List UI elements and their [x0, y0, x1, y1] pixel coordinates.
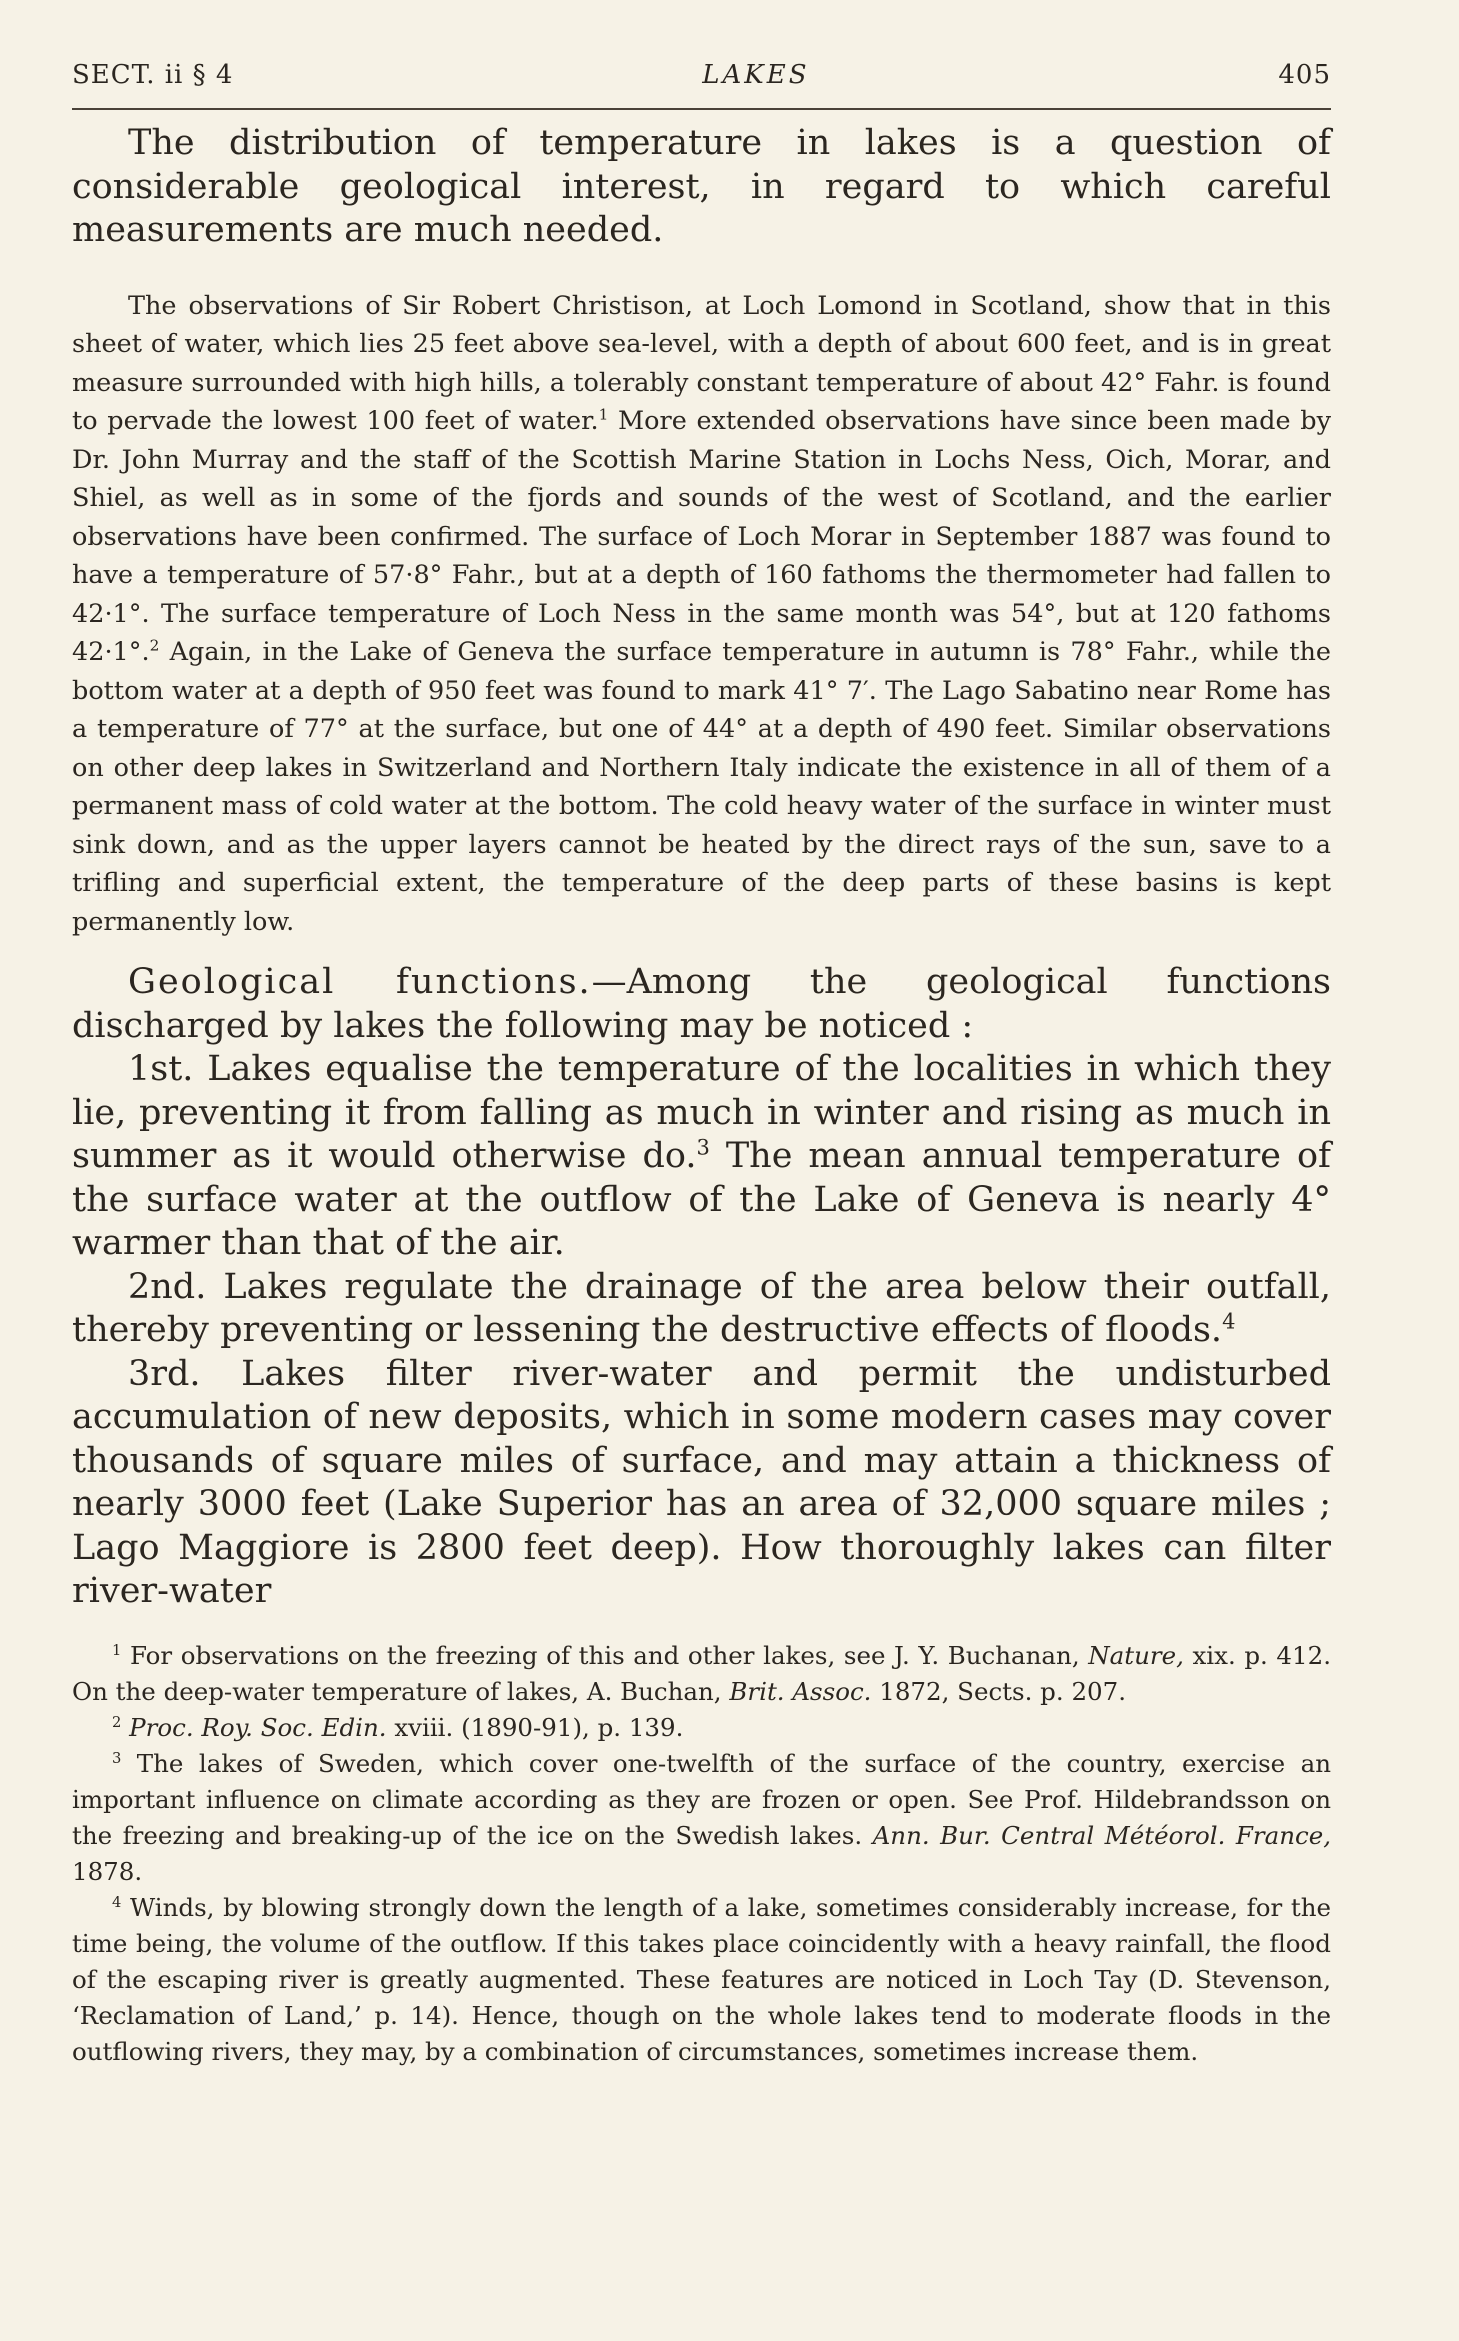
footnote-3-text-c: 1878.: [72, 1856, 143, 1886]
footnote-1-text-a: For observations on the freezing of this and other lakes, see J. Y. Buchanan,: [121, 1640, 1089, 1670]
footnote-4-mark: 4: [112, 1893, 122, 1911]
item1-text-a: 1st. Lakes equalise the temperature of the localities in which they lie, preventing it from falling as much in winter and rising as much in summer as it would otherwise do.: [72, 1049, 1331, 1176]
functions-paragraph: [72, 961, 1331, 1048]
footnote-4: [72, 1890, 1331, 2070]
footnotes: [72, 1638, 1331, 2070]
footnote-2-text: xviii. (1890-91), p. 139.: [386, 1712, 684, 1742]
footnote-ref-1[interactable]: 1: [598, 405, 609, 424]
section-number: SECT. ii § 4: [72, 60, 234, 90]
running-head: [72, 60, 1331, 110]
footnote-2: [72, 1710, 1331, 1746]
footnote-ref-3[interactable]: 3: [696, 1135, 710, 1160]
observations-text-3: Again, in the Lake of Geneva the surface temperature in autumn is 78° Fahr., while the bottom water at a depth of 950 feet was found to mark 41° 7′. The Lago Sabatino near Rome has a temperature of 77° at the surface, but one of 44° at a depth of 490 feet. Similar observations on other deep lakes in Switzerland and Northern Italy indicate the existence in all of them of a permanent mass of cold water at the bottom. The cold heavy water of the surface in winter must sink down, and as the upper layers cannot be heated by the direct rays of the sun, save to a trifling and superficial extent, the temperature of the deep parts of these basins is kept permanently low.: [72, 637, 1331, 937]
footnote-3-text-a: The lakes of Sweden, which cover one-twelfth of the surface of the country, exercise an important influence on climate according as they are frozen or open. See Prof. Hildebrandsson on the freezing and breaking-up of the ice on the Swedish lakes.: [72, 1748, 1331, 1850]
functions-heading: Geological functions.: [128, 962, 592, 1002]
footnote-1-journal: Nature,: [1088, 1640, 1184, 1670]
footnote-2-journal: Proc. Roy. Soc. Edin.: [121, 1712, 387, 1742]
footnote-1: [72, 1638, 1331, 1710]
observations-text-1: The observations of Sir Robert Christison, at Loch Lomond in Scotland, show that in this sheet of water, which lies 25 feet above sea-level, with a depth of about 600 feet, and is in great measure surrounded with high hills, a tolerably constant temperature of about 42° Fahr. is found to pervade the lowest 100 feet of water.: [72, 290, 1331, 436]
footnote-3-journal: Ann. Bur. Central Météorol. France,: [872, 1820, 1331, 1850]
footnote-ref-2[interactable]: 2: [149, 636, 160, 655]
functions-intro: —Among the geological functions discharged by lakes the following may be noticed :: [72, 962, 1331, 1046]
footnote-3: [72, 1746, 1331, 1890]
footnote-1-mark: 1: [112, 1641, 122, 1659]
observations-paragraph: [72, 287, 1331, 942]
footnote-4-text: Winds, by blowing strongly down the length of a lake, sometimes considerably increase, for the time being, the volume of the outflow. If this takes place coincidently with a heavy rainfall, the flood of the escaping river is greatly augmented. These features are noticed in Loch Tay (D. Stevenson, ‘Reclamation of Land,’ p. 14). Hence, though on the whole lakes tend to moderate floods in the outflowing rivers, they may, by a combination of circumstances, sometimes increase them.: [72, 1892, 1331, 2066]
footnote-1-text-c: 1872, Sects. p. 207.: [871, 1676, 1126, 1706]
function-item-3: 3rd. Lakes filter river-water and permit the undisturbed accumulation of new deposits, which in some modern cases may cover thousands of square miles of surface, and may attain a thickness of nearly 3000 feet (Lake Superior has an area of 32,000 square miles ; Lago Maggiore is 2800 feet deep). How thoroughly lakes can filter river-water: [72, 1353, 1331, 1611]
footnote-1-text-b: xix. p. 412. On the deep-water temperature of lakes, A. Buchan,: [72, 1640, 1331, 1706]
function-item-2: [72, 1266, 1331, 1353]
item1-text-b: The mean annual temperature of the surface water at the outflow of the Lake of Geneva is nearly 4° warmer than that of the air.: [72, 1136, 1331, 1263]
footnote-3-mark: 3: [112, 1749, 122, 1767]
running-title: LAKES: [702, 60, 810, 90]
footnote-2-mark: 2: [112, 1713, 122, 1731]
page-number: 405: [1278, 60, 1331, 90]
item2-text: 2nd. Lakes regulate the drainage of the area below their outfall, thereby preventing or lessening the destructive effects of floods.: [72, 1266, 1331, 1350]
footnote-ref-4[interactable]: 4: [1222, 1309, 1236, 1334]
observations-text-2: More extended observations have since been made by Dr. John Murray and the staff of the Scottish Marine Station in Lochs Ness, Oich, Morar, and Shiel, as well as in some of the fjords and sounds of the west of Scotland, and the earlier observations have been confirmed. The surface of Loch Morar in September 1887 was found to have a temperature of 57·8° Fahr., but at a depth of 160 fathoms the thermometer had fallen to 42·1°. The surface temperature of Loch Ness in the same month was 54°, but at 120 fathoms 42·1°.: [72, 406, 1331, 667]
footnote-1-journal-2: Brit. Assoc.: [729, 1676, 872, 1706]
intro-paragraph: The distribution of temperature in lakes is a question of considerable geological interest, in regard to which careful measurements are much needed.: [72, 123, 1331, 250]
function-item-1: [72, 1048, 1331, 1266]
